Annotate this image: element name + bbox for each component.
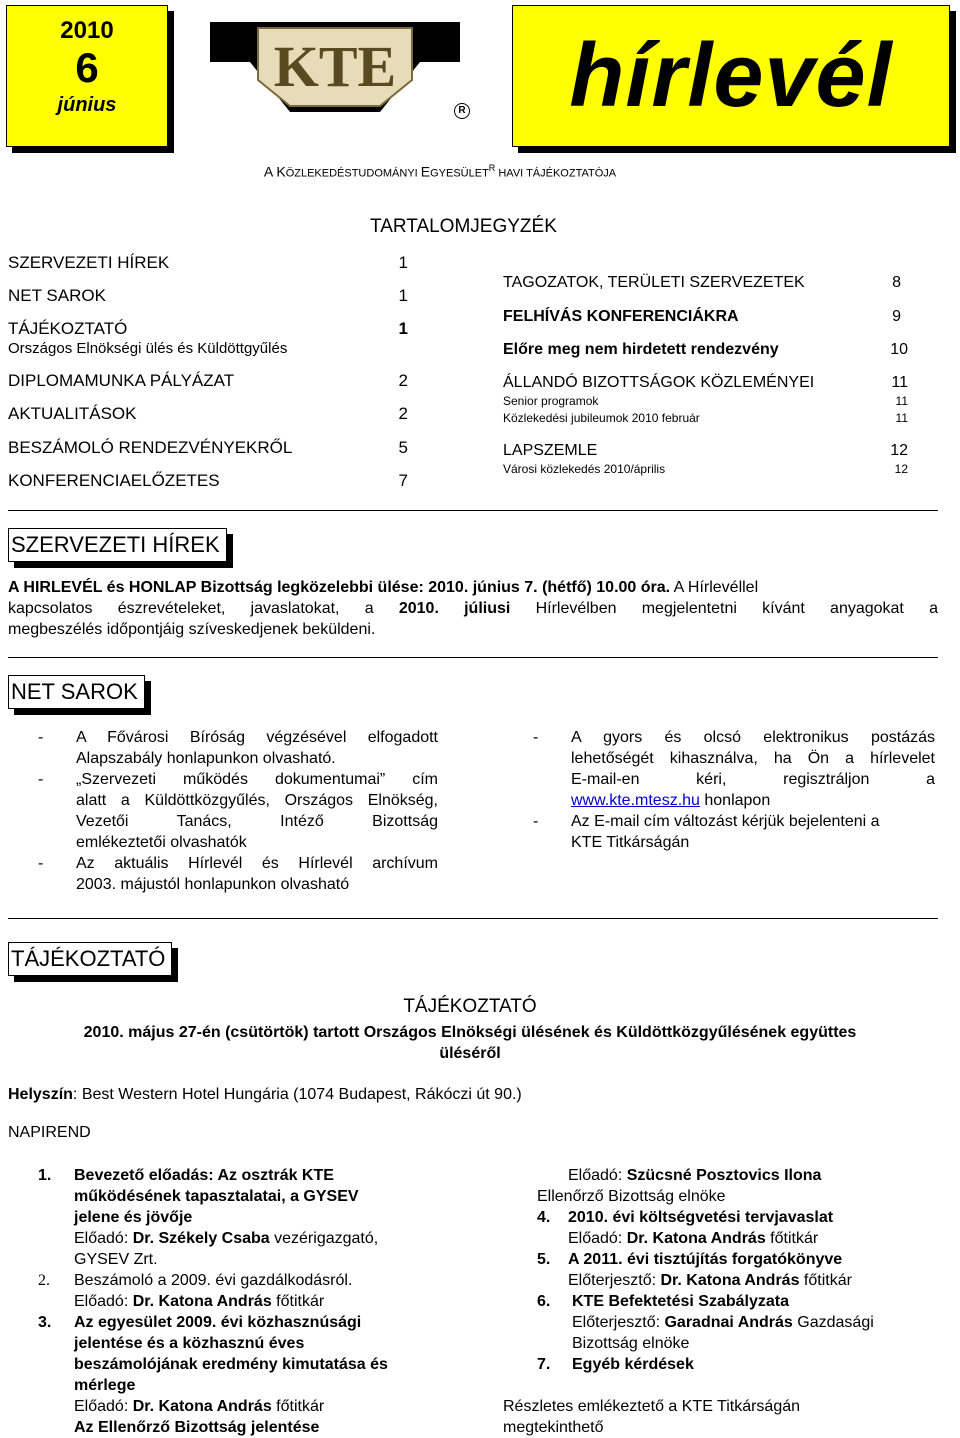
toc-subitem[interactable]: Városi közlekedés 2010/április 12 [503,462,908,476]
kte-logo [210,22,460,112]
date-box [6,5,168,147]
agenda-item: 2. Beszámoló a 2009. évi gazdálkodásról. Előadó: Dr. Katona András főtitkár [38,1272,353,1310]
agenda-item: 4. 2010. évi költségvetési tervjavaslat [537,1209,834,1226]
toc-item[interactable]: LAPSZEMLE 12 [503,442,908,459]
toc-item[interactable]: NET SAROK 1 [8,286,408,305]
section-heading-net-sarok: NET SAROK [8,675,145,709]
website-link[interactable]: www.kte.mtesz.hu [571,792,700,809]
section-heading-tajekoztato: TÁJÉKOZTATÓ [8,942,172,976]
newsletter-title: hírlevél [569,26,893,126]
registered-mark: R [454,103,470,119]
toc-subitem[interactable]: Országos Elnökségi ülés és Küldöttgyűlés [8,340,288,357]
toc-subitem[interactable]: Senior programok 11 [503,394,908,408]
subtitle: A KÖZLEKEDÉSTUDOMÁNYI $EGYESÜLET^R$ HAVI TÁJÉKOZTATÓJA [263,163,617,180]
info-title: TÁJÉKOZTATÓ [403,996,537,1017]
issue-number: 6 [75,44,99,91]
toc-item[interactable]: ÁLLANDÓ BIZOTTSÁGOK KÖZLEMÉNYEI 11 [503,374,908,391]
toc-item[interactable]: KONFERENCIAELŐZETES 7 [8,471,408,490]
agenda-item: 6. KTE Befektetési Szabályzata [537,1293,789,1310]
agenda-item: 7. Egyéb kérdések [537,1356,694,1373]
agenda-footer: Részletes emlékeztető a KTE Titkárságán [503,1398,801,1415]
toc-item[interactable]: DIPLOMAMUNKA PÁLYÁZAT 2 [8,371,408,390]
agenda-label: NAPIREND [8,1124,91,1141]
agenda-item: 3. Az egyesület 2009. évi közhasznúsági jelentése és a közhasznú éves beszámolójának eredmény kimutatása és mérlege Előadó: Dr. Katona András főtitkár Az Ellenőrző Bizottság jelentése [38,1314,388,1436]
divider [8,510,938,511]
divider [8,918,938,919]
logo-text: KTE [273,34,397,99]
toc-subitem[interactable]: Közlekedési jubileumok 2010 február 11 [503,411,908,425]
issue-month: június [57,94,117,116]
agenda-item: 5. A 2011. évi tisztújítás forgatókönyve [537,1251,843,1268]
toc-item[interactable]: BESZÁMOLÓ RENDEZVÉNYEKRŐL 5 [8,438,408,457]
toc-item[interactable]: FELHÍVÁS KONFERENCIÁKRA 9 [503,308,901,325]
agenda-left [38,1165,478,1438]
agenda-item: 1. Bevezető előadás: Az osztrák KTE működésének tapasztalatai, a GYSEV jelene és jövője Előadó: Dr. Székely Csaba vezérigazgató, GYSEV Zrt. [38,1167,379,1268]
toc-title: TARTALOMJEGYZÉK [370,216,557,237]
toc-item[interactable]: TAGOZATOK, TERÜLETI SZERVEZETEK 8 [503,274,901,291]
divider [8,657,938,658]
registered-sup: R [488,163,496,173]
agenda-right: Előadó: Szücsné Posztovics Ilona Ellenőrző Bizottság elnöke 4. 2010. évi költségvetési tervjavaslat Előadó: Dr. Katona András főtitkár 5. A 2011. évi tisztújítás forgatókönyve Előterjesztő: Dr. Katona András főtitkár 6. KTE Befektetési Szabályzata Előterjesztő: Garadnai András Gazdasági Bizottság elnöke 7. Egyéb kérdések Részletes emlékeztető a KTE Titkárságán megtekinthető [533,1165,943,1438]
toc-item[interactable]: Előre meg nem hirdetett rendezvény 10 [503,341,908,358]
info-subtitle: 2010. május 27-én (csütörtök) tartott Országos Elnökségi ülésének és Küldöttközgyűlésének együttes üléséről [83,1024,857,1062]
section-heading-szervezeti: SZERVEZETI HÍREK [8,528,227,562]
venue: Helyszín: Best Western Hotel Hungária (1074 Budapest, Rákóczi út 90.) [8,1086,522,1103]
agenda-footer: megtekinthető [503,1419,604,1436]
szervezeti-paragraph: A HIRLEVÉL és HONLAP Bizottság legközelebbi ülése: 2010. június 7. (hétfő) 10.00 óra. A Hírlevéllel kapcsolatos észrevételeket, javaslatokat, a 2010. júliusi Hírlevélben megjelentetni kívánt anyagokat a megbeszélés időpontjáig szíveskedjenek beküldeni. [8,579,938,638]
title-box [512,5,950,147]
toc-item[interactable]: TÁJÉKOZTATÓ 1 [8,319,408,338]
issue-year: 2010 [60,17,114,44]
toc-item[interactable]: AKTUALITÁSOK 2 [8,404,408,423]
toc-item[interactable]: SZERVEZETI HÍREK 1 [8,253,408,272]
